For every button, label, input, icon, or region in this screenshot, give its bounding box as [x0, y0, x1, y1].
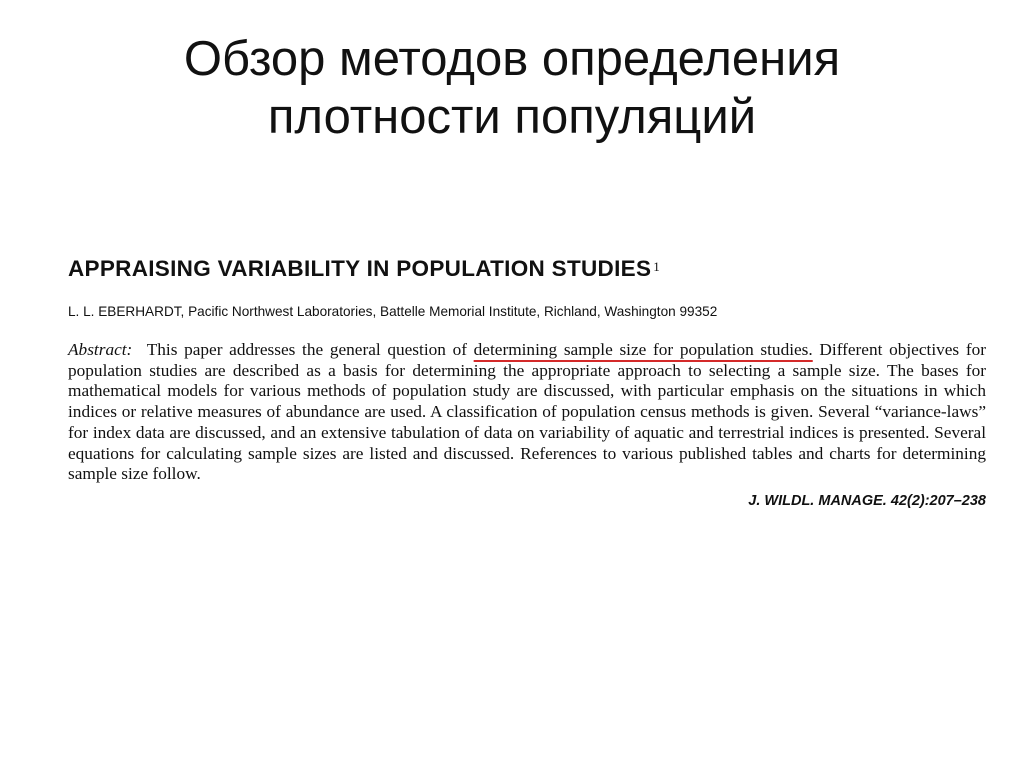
slide-title-line-1: Обзор методов определения — [183, 32, 841, 86]
paper-excerpt — [68, 252, 986, 509]
paper-abstract — [68, 340, 986, 485]
abstract-label: Abstract: — [68, 340, 133, 359]
abstract-highlight: determining sample size for population studies. — [473, 340, 813, 359]
slide-title-line-2: плотности популяций — [267, 90, 757, 144]
paper-title-footnote: 1 — [653, 259, 661, 274]
paper-authors: L. L. EBERHARDT, Pacific Northwest Laboratories, Battelle Memorial Institute, Richland, Washington 99352 — [68, 304, 718, 319]
abstract-body: Different objectives for population studies are described as a basis for determining the appropriate approach to selecting a sample size. The bases for mathematical models for various methods of population study are discussed, with particular emphasis on the situations in which indices or relative measures of abundance are used. A classification of population census methods is given. Several “variance-laws” for index data are discussed, and an extensive tabulation of data on variability of aquatic and terrestrial indices is presented. Several equations for calculating sample sizes are listed and discussed. References to various published tables and charts for determining sample size follow. — [68, 340, 986, 484]
abstract-intro: This paper addresses the general question of — [146, 340, 467, 359]
paper-title — [68, 252, 986, 286]
paper-title-text: APPRAISING VARIABILITY IN POPULATION STUDIES — [68, 256, 652, 281]
slide-title — [0, 30, 1024, 146]
journal-citation: J. WILDL. MANAGE. 42(2):207–238 — [748, 492, 986, 509]
